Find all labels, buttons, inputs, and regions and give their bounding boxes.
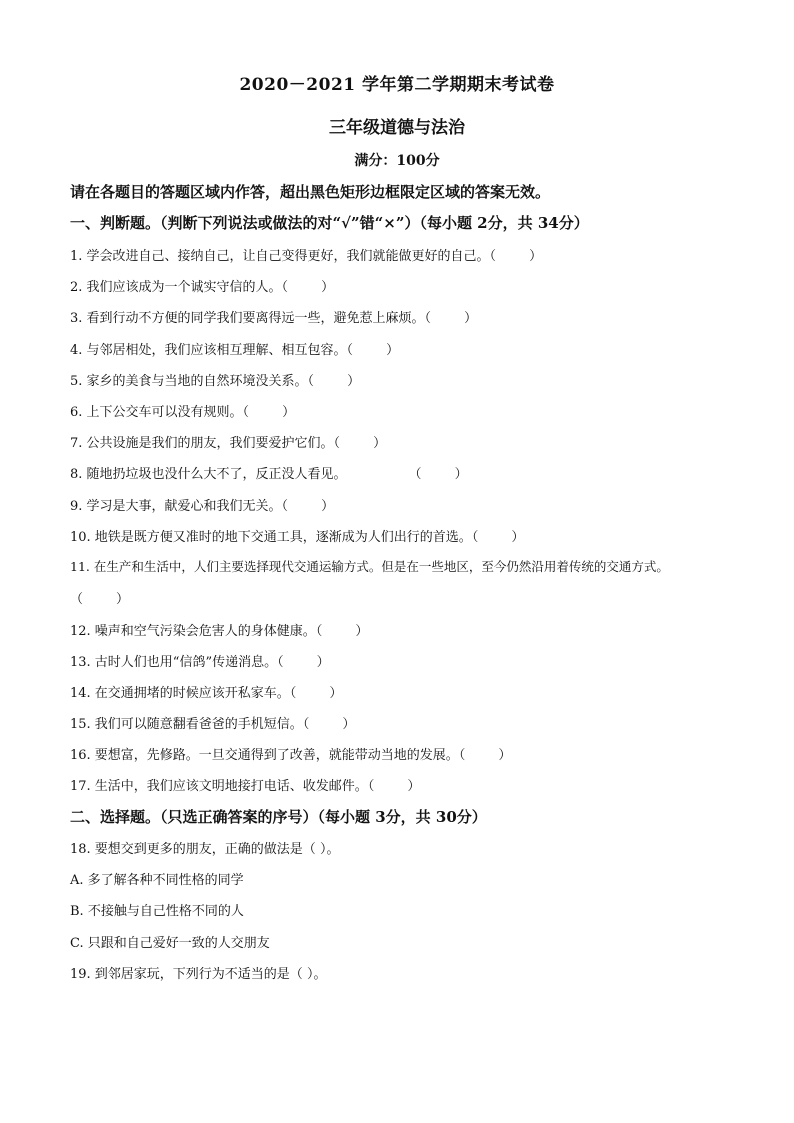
question-item	[70, 307, 477, 326]
question-item	[70, 588, 129, 607]
question-item	[70, 682, 342, 701]
question-item: 18. 要想交到更多的朋友，正确的做法是（ ）。	[70, 842, 340, 857]
question-text: 13. 古时人们也用“信鸽”传递消息。	[70, 655, 278, 670]
question-text: 14. 在交通拥堵的时候应该开私家车。	[70, 686, 290, 701]
answer-blank: （ ）	[367, 779, 421, 794]
answer-blank: （ ）	[302, 717, 356, 732]
question-text: 8. 随地扔垃圾也没什么大不了，反正没人看见。	[70, 467, 347, 482]
answer-blank: （ ）	[289, 686, 343, 701]
question-text: 15. 我们可以随意翻看爸爸的手机短信。	[70, 717, 303, 732]
answer-blank: （ ）	[489, 249, 543, 264]
question-item	[70, 276, 334, 295]
question-item	[70, 744, 511, 763]
answer-blank: （ ）	[471, 530, 525, 545]
answer-blank: （ ）	[307, 374, 361, 389]
question-text: 5. 家乡的美食与当地的自然环境没关系。	[70, 374, 308, 389]
question-text: 10. 地铁是既方便又准时的地下交通工具，逐渐成为人们出行的首选。	[70, 530, 472, 545]
exam-subtitle: 三年级道德与法治	[329, 118, 465, 138]
question-text: 1. 学会改进自己、接纳自己，让自己变得更好，我们就能做更好的自己。	[70, 249, 490, 264]
answer-blank: （ ）	[424, 311, 478, 326]
answer-blank: （ ）	[277, 655, 330, 670]
answer-blank: （ ）	[333, 436, 387, 451]
question-item: 19. 到邻居家玩，下列行为不适当的是（ ）。	[70, 967, 327, 982]
choice-option: A. 多了解各种不同性格的同学	[70, 873, 244, 888]
question-item	[70, 713, 355, 732]
question-item	[70, 370, 360, 389]
section1-heading: 一、判断题。（判断下列说法或做法的对“√”错“×”）（每小题 2分，共 34分）	[70, 214, 589, 232]
question-item	[70, 557, 669, 575]
question-text: 4. 与邻居相处，我们应该相互理解、相互包容。	[70, 343, 347, 358]
question-item	[70, 463, 468, 482]
answer-blank: （ ）	[458, 748, 512, 763]
question-item	[70, 245, 542, 264]
full-score: 满分：100分	[354, 153, 440, 169]
question-text: 3. 看到行动不方便的同学我们要离得远一些，避免惹上麻烦。	[70, 311, 425, 326]
question-text: 9. 学习是大事，献爱心和我们无关。	[70, 499, 282, 514]
question-item	[70, 495, 334, 514]
exam-title: 2020－2021 学年第二学期期末考试卷	[239, 75, 555, 95]
question-item	[70, 432, 386, 451]
question-text: 12. 噪声和空气污染会危害人的身体健康。	[70, 624, 316, 639]
question-text: 7. 公共设施是我们的朋友，我们要爱护它们。	[70, 436, 334, 451]
question-text: 16. 要想富，先修路。一旦交通得到了改善，就能带动当地的发展。	[70, 748, 459, 763]
question-item	[70, 401, 295, 420]
question-text: 11. 在生产和生活中，人们主要选择现代交通运输方式。但是在一些地区，至今仍然沿用着传统的交通方式。	[70, 559, 669, 574]
question-item	[70, 651, 330, 670]
section2-heading: 二、选择题。（只选正确答案的序号）（每小题 3分，共 30分）	[70, 808, 487, 826]
choice-option: C. 只跟和自己爱好一致的人交朋友	[70, 936, 270, 951]
answer-blank: （ ）	[346, 467, 468, 482]
question-item	[70, 775, 420, 794]
answer-blank: （ ）	[281, 280, 335, 295]
answer-blank: （ ）	[70, 592, 130, 607]
answer-blank: （ ）	[315, 624, 369, 639]
question-text: 17. 生活中，我们应该文明地接打电话、收发邮件。	[70, 779, 368, 794]
question-text: 6. 上下公交车可以没有规则。	[70, 405, 243, 420]
answer-blank: （ ）	[346, 343, 400, 358]
answer-instruction: 请在各题目的答题区域内作答，超出黑色矩形边框限定区域的答案无效。	[70, 183, 551, 201]
question-text: 2. 我们应该成为一个诚实守信的人。	[70, 280, 282, 295]
question-item	[70, 620, 368, 639]
question-item	[70, 339, 399, 358]
answer-blank: （ ）	[242, 405, 296, 420]
question-item	[70, 526, 524, 545]
choice-option: B. 不接触与自己性格不同的人	[70, 904, 244, 919]
answer-blank: （ ）	[281, 499, 335, 514]
